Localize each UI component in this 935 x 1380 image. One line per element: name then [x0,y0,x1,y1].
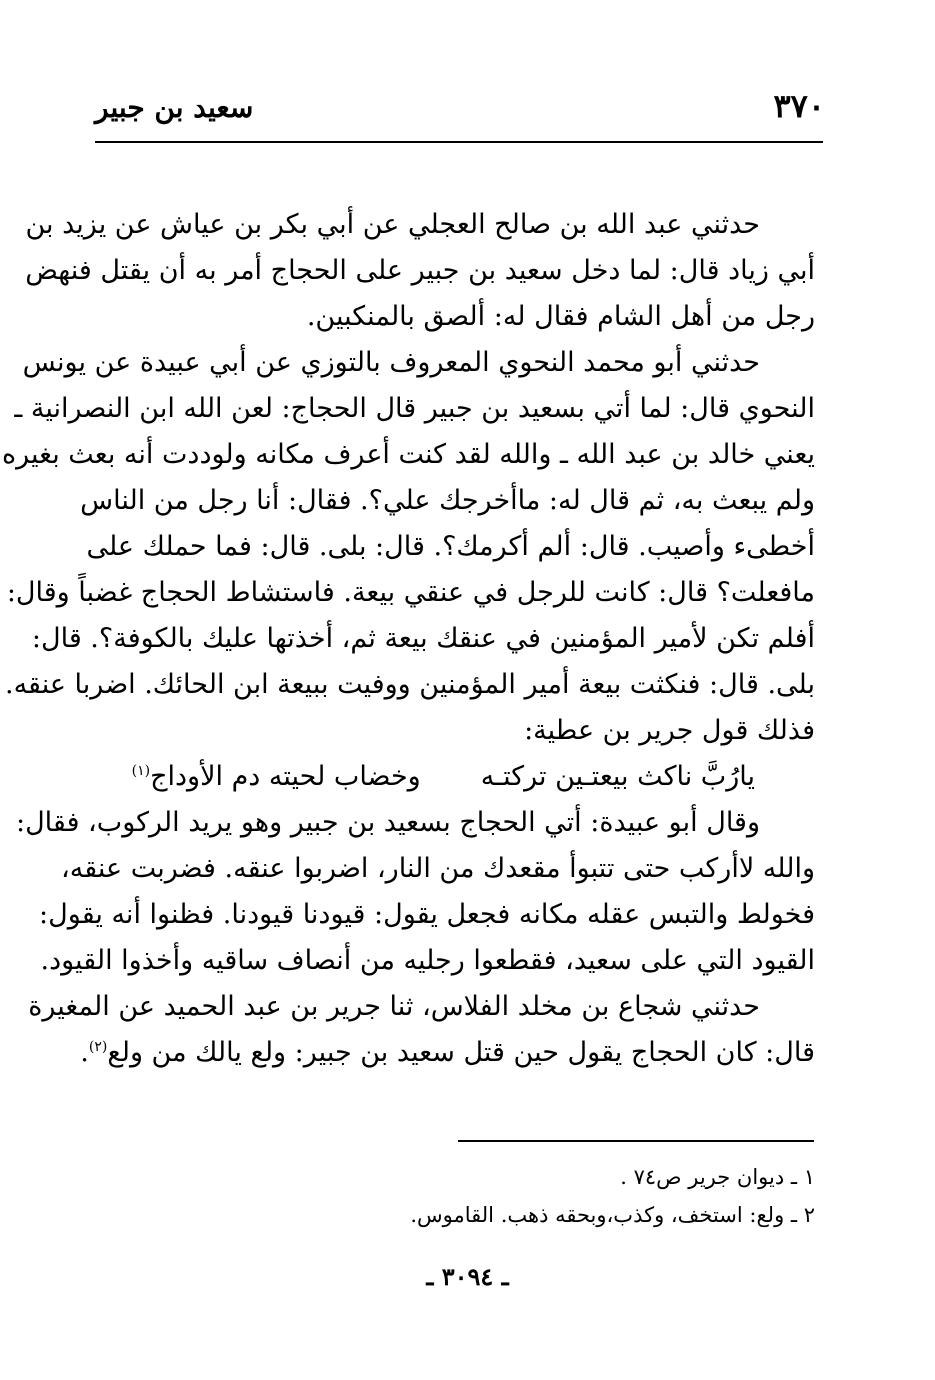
verse-hemistich-2-wrap [132,754,421,800]
footnotes [115,1158,815,1234]
text-line: حدثني شجاع بن مخلد الفلاس، ثنا جرير بن عبد الحميد عن المغيرة [28,991,760,1022]
text-line: يعني خالد بن عبد الله ـ والله لقد كنت أعرف مكانه ولوددت أنه بعث بغيره [1,439,815,470]
page-header [95,86,825,136]
text-line: القيود التي على سعيد، فقطعوا رجليه من أنصاف ساقيه وأخذوا القيود. [40,945,815,976]
footnote-marker: (١) [131,763,151,779]
running-head: سعيد بن جبير [95,91,254,124]
verse-hemistich-2: وخضاب لحيته دم الأوداج [150,761,421,792]
text-line: بلى. قال: فنكثت بيعة أمير المؤمنين ووفيت ببيعة ابن الحائك. اضربا عنقه. [5,669,815,700]
text-line: والله لاأركب حتى تتبوأ مقعدك من النار، اضربوا عنقه. فضربت عنقه، [61,853,815,884]
text-line-final-body: قال: كان الحجاج يقول حين قتل سعيد بن جبير: ولع يالك من ولع [107,1037,815,1068]
text-line: أخطىء وأصيب. قال: ألم أكرمك؟. قال: بلى. قال: فما حملك على [86,531,815,562]
text-line: أبي زياد قال: لما دخل سعيد بن جبير على الحجاج أمر به أن يقتل فنهض [25,255,815,286]
text-line: حدثني عبد الله بن صالح العجلي عن أبي بكر بن عياش عن يزيد بن [25,209,760,240]
header-rule [95,141,823,143]
verse-hemistich-1: يارُبَّ ناكث بيعتـين تركتـه [480,761,755,792]
page-number: ٣٧٠ [773,87,825,125]
text-line: مافعلت؟ قال: كانت للرجل في عنقي بيعة. فاستشاط الحجاج غضباً وقال: [6,577,815,608]
text-line: النحوي قال: لما أتي بسعيد بن جبير قال الحجاج: لعن الله ابن النصرانية ـ [14,393,815,424]
footnote-1: ١ ـ ديوان جرير ص٧٤ . [620,1165,815,1189]
folio-number: ـ ٣٠٩٤ ـ [426,1262,509,1291]
footnote-2: ٢ ـ ولع: استخف، وكذب،وبحقه ذهب. القاموس. [410,1203,815,1227]
footnote-rule [458,1140,814,1142]
final-period: . [80,1037,89,1068]
text-line: وقال أبو عبيدة: أتي الحجاج بسعيد بن جبير وهو يريد الركوب، فقال: [15,807,760,838]
body-text [1,202,815,1076]
poetry-verse [100,754,815,800]
text-line: حدثني أبو محمد النحوي المعروف بالتوزي عن أبي عبيدة عن يونس [22,347,760,378]
text-line: أفلم تكن لأمير المؤمنين في عنقك بيعة ثم، أخذتها عليك بالكوفة؟. قال: [31,623,815,654]
text-line: رجل من أهل الشام فقال له: ألصق بالمنكبين. [306,301,815,332]
text-line: فخولط والتبس عقله مكانه فجعل يقول: قيودنا قيودنا. فظنوا أنه يقول: [39,899,815,930]
text-line-final [80,1030,815,1076]
footnote-marker: (٢) [88,1039,108,1055]
text-line: فذلك قول جرير بن عطية: [524,715,815,746]
text-line: ولم يبعث به، ثم قال له: ماأخرجك علي؟. فقال: أنا رجل من الناس [80,485,815,516]
